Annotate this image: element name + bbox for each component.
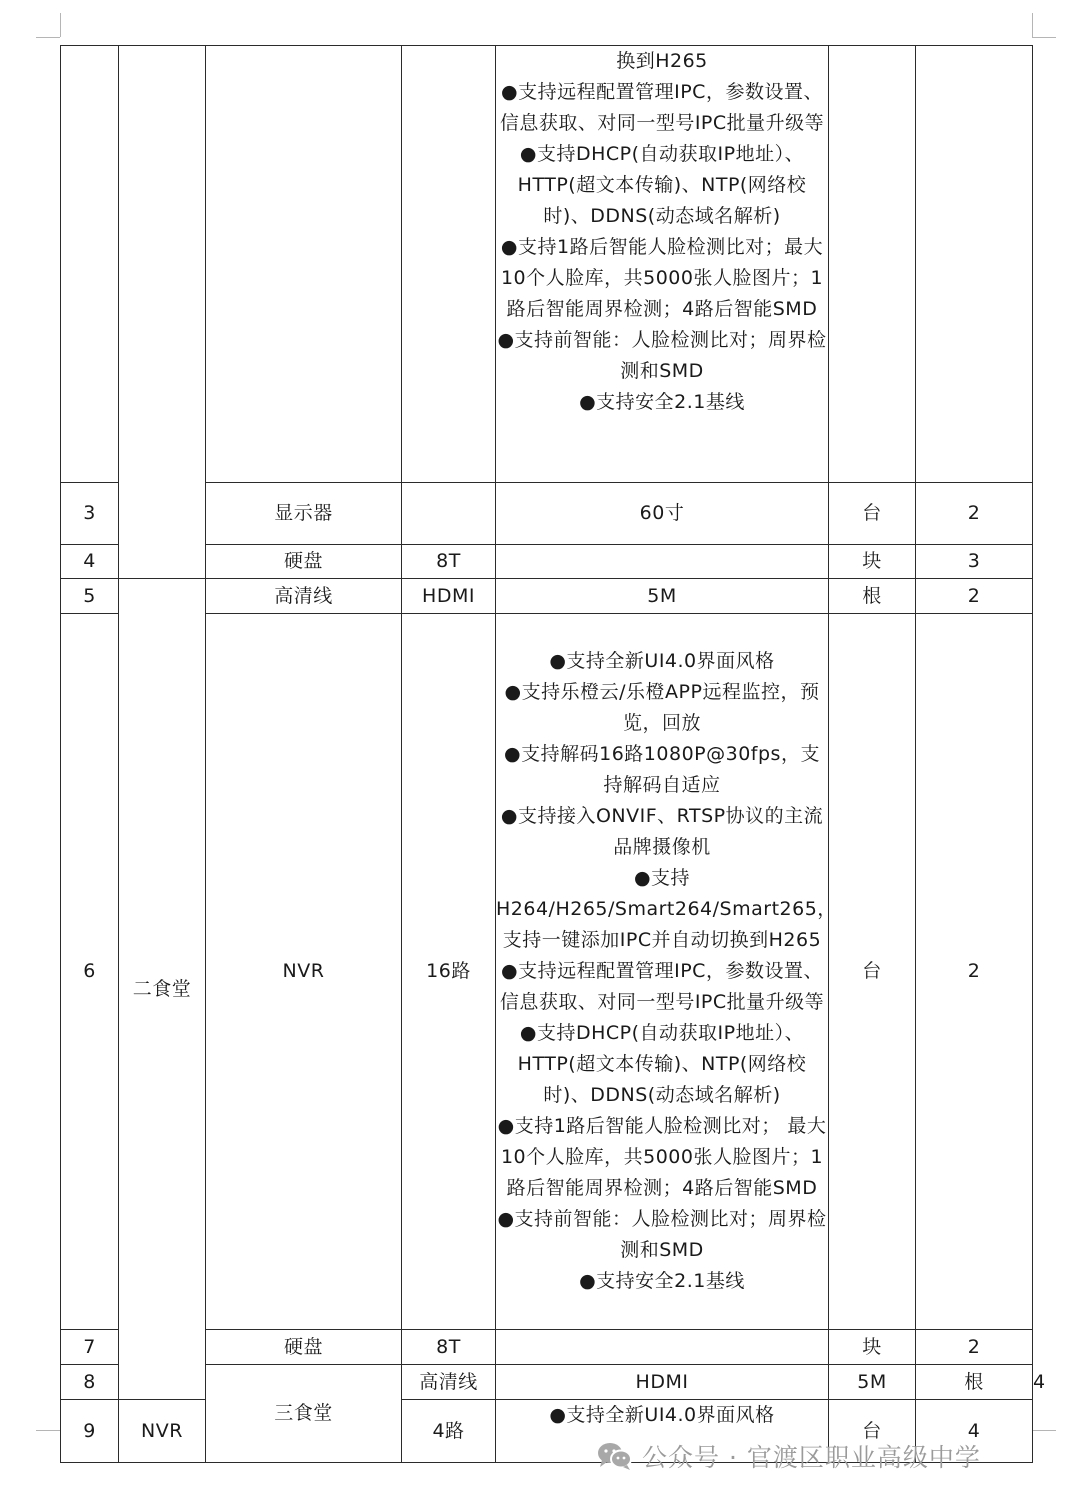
wechat-icon [596,1440,634,1472]
qty-cell: 2 [916,1330,1033,1365]
spec-cell: 60寸 [496,483,829,545]
param-cell [402,483,496,545]
item-name-cell: 硬盘 [206,1330,402,1365]
index-cell: 5 [61,579,119,614]
qty-cell: 2 [916,483,1033,545]
param-cell: 4路 [402,1400,496,1463]
spec-line: ●支持DHCP(自动获取IP地址）、HTTP(超文本传输)、NTP(网络校时)、DDNS(动态域名解析) [517,143,807,227]
table-row [61,46,1033,483]
qty-cell: 3 [916,545,1033,579]
table-row [61,483,1033,545]
spec-line: ●支持安全2.1基线 [579,1270,745,1292]
crop-mark-bottom-right-h [1032,1430,1056,1431]
table-row [61,545,1033,579]
unit-cell: 台 [829,1400,916,1463]
location-cell: 三食堂 [206,1365,402,1463]
spec-line: ●支持解码16路1080P@30fps，支持解码自适应 [504,743,820,796]
item-name-cell [206,46,402,483]
spec-line: ●支持1路后智能人脸检测比对； 最大10个人脸库，共5000张人脸图片；1路后智能周界检测；4路后智能SMD [497,1115,827,1199]
spec-line: 换到H265 [616,50,708,72]
crop-mark-top-left-h [36,37,60,38]
crop-mark-bottom-left-h [36,1430,60,1431]
spec-line: ●支持安全2.1基线 [579,391,745,413]
index-cell: 7 [61,1330,119,1365]
item-name-cell: NVR [119,1400,206,1463]
qty-cell: 4 [916,1400,1033,1463]
table-row [61,579,1033,614]
unit-cell: 根 [916,1365,1033,1400]
index-cell: 8 [61,1365,119,1400]
spec-line: ●支持前智能：人脸检测比对；周界检测和SMD [497,329,827,382]
spec-line: ●支持1路后智能人脸检测比对；最大10个人脸库，共5000张人脸图片；1路后智能周界检测；4路后智能SMD [500,236,824,320]
index-cell: 4 [61,545,119,579]
index-cell [61,46,119,483]
spec-line: ●支持前智能：人脸检测比对；周界检测和SMD [497,1208,827,1261]
unit-cell: 块 [829,545,916,579]
qty-cell: 2 [916,614,1033,1330]
spec-cell [496,46,829,483]
table-row: 8 三食堂 高清线 HDMI 5M 根 4 [61,1365,1033,1400]
index-cell: 3 [61,483,119,545]
watermark-text: 公众号 · 官渡区职业高级中学 [642,1443,981,1472]
param-cell: HDMI [402,579,496,614]
item-name-cell: 高清线 [402,1365,496,1400]
param-cell: HDMI [496,1365,829,1400]
item-name-cell: 硬盘 [206,545,402,579]
spec-cell: 5M [829,1365,916,1400]
watermark [596,1436,981,1476]
table-row [61,1330,1033,1365]
location-cell-continued [119,46,206,579]
unit-cell [829,46,916,483]
spec-line: ●支持接入ONVIF、RTSP协议的主流品牌摄像机 [500,805,824,858]
spec-line: ●支持乐橙云/乐橙APP远程监控，预览，回放 [504,681,820,734]
crop-mark-top-right-v [1032,13,1033,37]
location-cell: 二食堂 [119,579,206,1400]
spec-line: ●支持远程配置管理IPC，参数设置、信息获取、对同一型号IPC批量升级等 [499,960,825,1013]
spec-cell [496,545,829,579]
item-name-cell: NVR [206,614,402,1330]
qty-cell: 2 [916,579,1033,614]
spec-line: ●支持远程配置管理IPC，参数设置、信息获取、对同一型号IPC批量升级等 [499,81,825,134]
item-name-cell: 高清线 [206,579,402,614]
param-cell: 8T [402,545,496,579]
spec-line: ●支持H264/H265/Smart264/Smart265，支持一键添加IPC并自动切换到H265 [496,867,837,951]
spec-cell [496,1330,829,1365]
qty-cell [916,46,1033,483]
spec-line: ●支持全新UI4.0界面风格 [549,650,775,672]
param-cell: 16路 [402,614,496,1330]
table-row [61,614,1033,1330]
spec-cell [496,614,837,1330]
unit-cell: 块 [829,1330,916,1365]
index-cell: 6 [61,614,119,1330]
equipment-spec-table [60,45,1046,1463]
unit-cell: 台 [829,483,916,545]
item-name-cell: 显示器 [206,483,402,545]
spec-cell: 5M [496,579,829,614]
spec-cell: ●支持全新UI4.0界面风格 [496,1400,829,1463]
crop-mark-top-right-h [1032,37,1056,38]
index-cell: 9 [61,1400,119,1463]
param-cell [402,46,496,483]
spec-line: ●支持DHCP(自动获取IP地址）、HTTP(超文本传输)、NTP(网络校时)、DDNS(动态域名解析) [517,1022,807,1106]
param-cell: 8T [402,1330,496,1365]
unit-cell: 根 [829,579,916,614]
unit-cell: 台 [829,614,916,1330]
crop-mark-top-left-v [60,13,61,37]
